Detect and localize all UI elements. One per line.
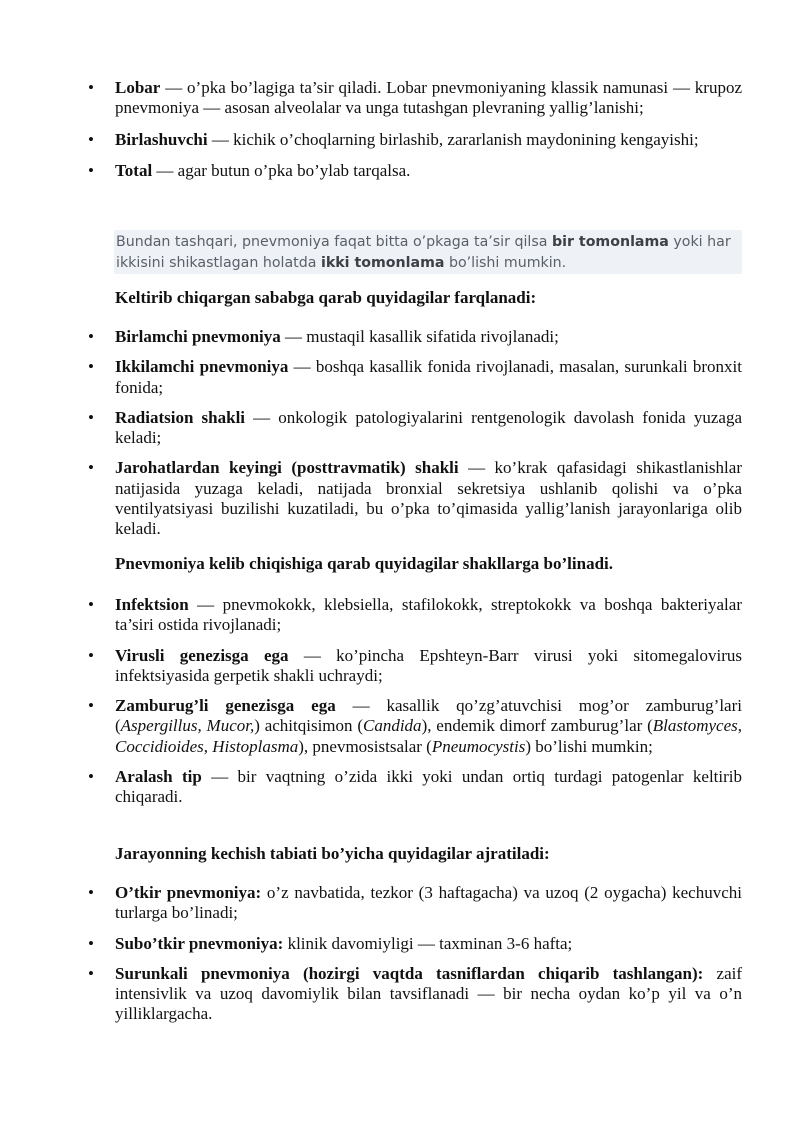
item-text: — ko’pincha Epshteyn-Barr virusi yoki sitomegalovirus infektsiyasida gerpetik shakli uchraydi;: [115, 645, 742, 685]
italic-genus: Coccidioides: [115, 736, 204, 756]
list-item: [0, 327, 800, 347]
italic-genus: Pneumocystis: [431, 736, 526, 756]
item-text: — kichik o’choqlarning birlashib, zararlanish maydonining kengayishi;: [207, 129, 699, 149]
bullet-icon: •: [88, 883, 94, 902]
section-heading: Pnevmoniya kelib chiqishiga qarab quyidagilar shakllarga bo’linadi.: [115, 554, 614, 573]
note-bold-term: ikki tomonlama: [320, 254, 445, 271]
list-item: [0, 408, 800, 449]
italic-genus: Aspergillus, Mucor,: [120, 716, 255, 736]
bullet-icon: •: [88, 327, 94, 346]
item-term: Virusli genezisga ega: [115, 645, 289, 665]
item-text: — agar butun o’pka bo’ylab tarqalsa.: [152, 160, 411, 180]
item-text: — o’pka bo’lagiga ta’sir qiladi. Lobar pnevmoniyaning klassik namunasi — krupoz pnevmoniya — asosan alveolalar va unga tutashgan plevraning yallig’lanishi;: [115, 78, 742, 118]
item-term: Radiatsion shakli: [115, 407, 246, 427]
list-item: [0, 767, 800, 808]
list-item: [0, 595, 800, 636]
italic-genus: Candida: [363, 716, 422, 736]
note-bold-term: bir tomonlama: [551, 234, 669, 250]
item-text: klinik davomiyligi — taxminan 3-6 hafta;: [283, 933, 573, 953]
item-term: Birlashuvchi: [115, 129, 208, 149]
item-text: o’z navbatida, tezkor (3 haftagacha) va uzoq (2 oygacha) kechuvchi turlarga bo’linadi;: [115, 883, 742, 923]
item-term: Birlamchi pnevmoniya: [115, 327, 281, 346]
list-item: [0, 130, 800, 150]
bullet-icon: •: [88, 407, 94, 427]
origin-list: [0, 595, 800, 808]
bullet-icon: •: [88, 595, 94, 614]
item-term: Surunkali pnevmoniya (hozirgi vaqtda tasniflardan chiqarib tashlangan):: [115, 963, 704, 983]
bullet-icon: •: [88, 933, 94, 953]
bullet-icon: •: [88, 357, 94, 377]
list-item: [0, 646, 800, 687]
section-heading: Keltirib chiqargan sababga qarab quyidagilar farqlanadi:: [115, 288, 537, 307]
item-term: Jarohatlardan keyingi (posttravmatik) shakli: [115, 458, 459, 478]
bullet-icon: •: [88, 458, 94, 478]
lobar-list: [0, 78, 800, 181]
italic-genus: Histoplasma: [212, 736, 299, 756]
bullet-icon: •: [88, 963, 94, 983]
item-text: — bir vaqtning o’zida ikki yoki undan ortiq turdagi patogenlar keltirib chiqaradi.: [115, 767, 742, 807]
list-item: [0, 964, 800, 1025]
list-item: [0, 934, 800, 954]
item-term: Subo’tkir pnevmoniya:: [115, 933, 284, 953]
highlighted-note: Bundan tashqari, pnevmoniya faqat bitta o’pkaga ta’sir qilsa bir tomonlama yoki har ikkisini shikastlagan holatda ikki tomonlama bo’lishi mumkin.: [114, 230, 742, 274]
item-term: Total: [115, 160, 153, 180]
item-term: Ikkilamchi pnevmoniya: [115, 357, 289, 377]
item-term: Zamburug’li genezisga ega: [115, 696, 336, 716]
item-text: — pnevmokokk, klebsiella, stafilokokk, streptokokk va boshqa bakteriyalar ta’siri ostida rivojlanadi;: [115, 595, 742, 635]
item-term: Lobar: [115, 78, 161, 97]
bullet-icon: •: [88, 645, 94, 665]
italic-genus: Blastomyces: [652, 716, 738, 736]
item-term: O’tkir pnevmoniya:: [115, 883, 262, 902]
item-term: Infektsion: [115, 595, 189, 614]
section-heading: Jarayonning kechish tabiati bo’yicha quyidagilar ajratiladi:: [115, 844, 550, 863]
item-text: — boshqa kasallik fonida rivojlanadi, masalan, surunkali bronxit fonida;: [115, 357, 742, 397]
item-text: — ko’krak qafasidagi shikastlanishlar natijasida yuzaga keladi, natijada bronxial sekretsiya ushlanib qolishi va o’pka ventilyatsiyasi buzilishi kuzatiladi, bu o’pka to’qimasida yallig’lanish jarayonlariga olib keladi.: [115, 458, 742, 539]
course-list: [0, 883, 800, 1025]
item-text: — mustaqil kasallik sifatida rivojlanadi;: [280, 327, 559, 346]
list-item: • Zamburug’li genezisga ega — kasallik qo’zg’atuvchisi mog’or zamburug’lari (Aspergillus, Mucor,) achitqisimon (Candida), endemik dimorf zamburug’lar (Blastomyces, Coccidioides, Histoplasma), pnevmosistsalar (Pneumocystis) bo’lishi mumkin;: [88, 696, 742, 756]
list-item: [0, 161, 800, 181]
list-item: [0, 78, 800, 119]
item-text: — onkologik patologiyalarini rentgenologik davolash fonida yuzaga keladi;: [115, 407, 743, 448]
list-item: [0, 883, 800, 924]
bullet-icon: •: [88, 160, 94, 180]
cause-list: [0, 327, 800, 540]
bullet-icon: •: [88, 696, 94, 716]
item-term: Aralash tip: [115, 767, 202, 787]
bullet-icon: •: [88, 767, 94, 787]
item-text: zaif intensivlik va uzoq davomiylik bilan tavsiflanadi — bir necha oydan ko’p yil va o’n yilliklargacha.: [115, 963, 742, 1024]
bullet-icon: •: [88, 78, 94, 97]
list-item: [0, 458, 800, 539]
bullet-icon: •: [88, 129, 94, 149]
list-item: [0, 357, 800, 398]
